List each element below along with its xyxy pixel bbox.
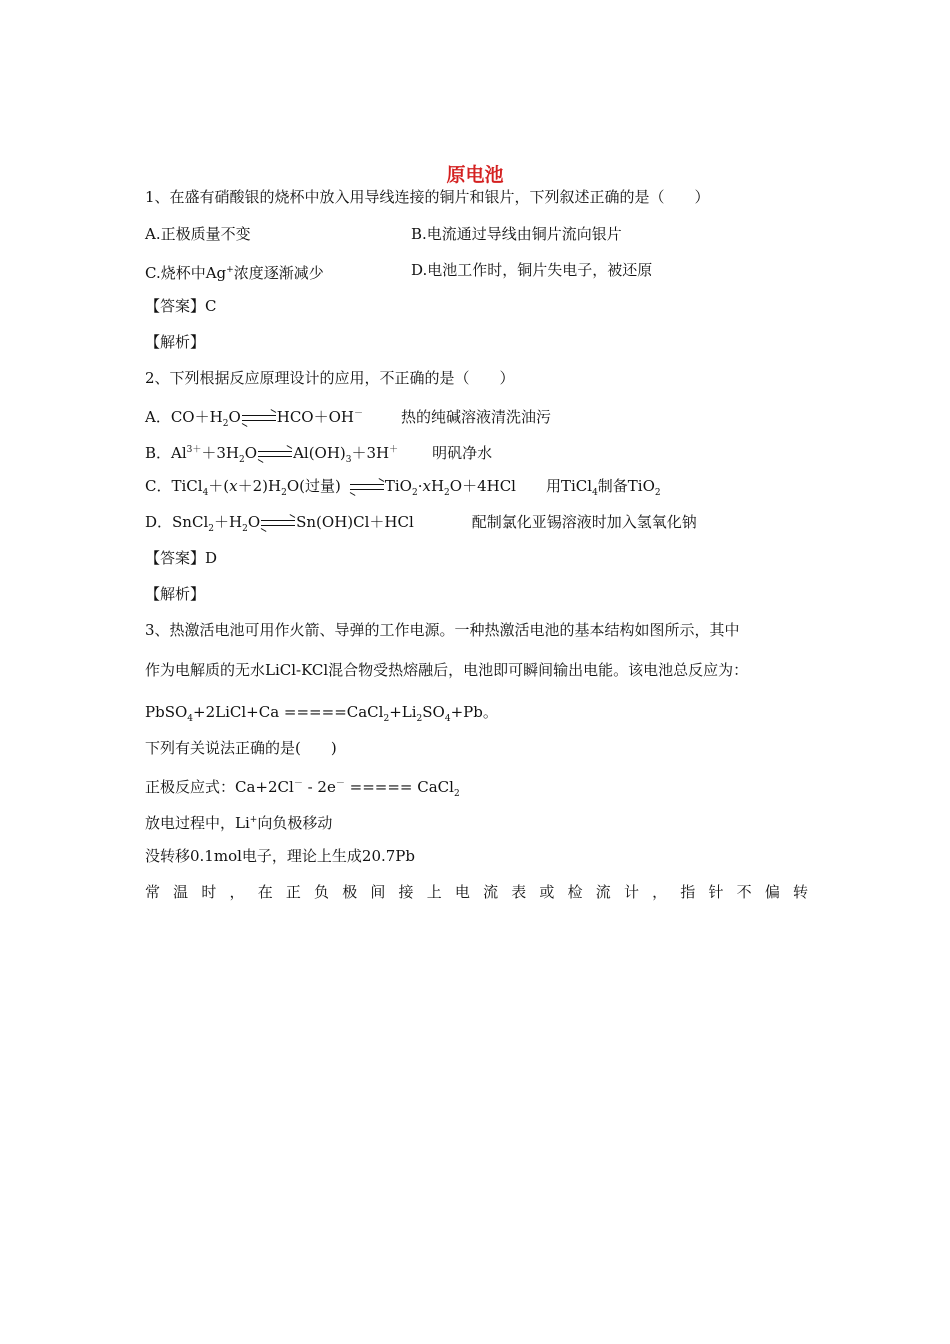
q2-a-lhs: A．CO＋H xyxy=(145,408,223,426)
q3-eq-p2: +2LiCl+Ca =====CaCl xyxy=(193,703,384,721)
q3-eq-p5: +Pb。 xyxy=(450,703,498,721)
equilibrium-arrow-icon xyxy=(258,449,292,459)
q2-c-rhs-sub2: 2 xyxy=(444,488,450,498)
q2-b-lhs-mid: ＋3H xyxy=(201,444,240,462)
q1-option-c-sup: + xyxy=(226,265,234,275)
q2-b-application: 明矾净水 xyxy=(432,444,493,462)
q1-analysis: 【解析】 xyxy=(145,333,206,351)
q2-d-lhs-sub2: 2 xyxy=(242,524,248,534)
q2-c-lhs-end: O(过量) xyxy=(286,477,341,495)
q3-eq-p3: +Li xyxy=(389,703,417,721)
q3-stem-line2: 作为电解质的无水LiCl-KCl混合物受热熔融后，电池即可瞬间输出电能。该电池总反应为： xyxy=(145,661,749,679)
q3-stem-line1: 3、热激活电池可用作火箭、导弹的工作电源。一种热激活电池的基本结构如图所示，其中 xyxy=(145,621,740,639)
q2-c-app-mid: 制备TiO xyxy=(597,477,655,495)
q2-b-lhs-post: O xyxy=(244,444,258,462)
q2-answer: 【答案】D xyxy=(145,549,218,567)
q2-d-lhs: D．SnCl xyxy=(145,513,209,531)
q1-option-c xyxy=(145,260,324,283)
q3-option-2 xyxy=(145,810,332,833)
q2-c-lhs-sub2: 2 xyxy=(281,488,287,498)
q2-c-rhs: TiO xyxy=(384,477,412,495)
q3-option-4: 常温时，在正负极间接上电流表或检流计，指针不偏转 xyxy=(145,883,808,901)
q3-eq-p4: SO xyxy=(422,703,445,721)
q1-option-b: B.电流通过导线由铜片流向银片 xyxy=(411,225,622,243)
q3-opt1-p1: 正极反应式：Ca+2Cl xyxy=(145,778,294,796)
q2-b-lhs: B．Al xyxy=(145,444,187,462)
q3-eq-s3: 2 xyxy=(416,714,423,724)
q2-option-a xyxy=(145,404,551,434)
q3-opt1-p2: - 2e xyxy=(302,778,336,796)
q2-stem: 2、下列根据反应原理设计的应用，不正确的是（ ） xyxy=(145,369,515,387)
q2-c-lhs: C．TiCl xyxy=(145,477,203,495)
q3-eq-p1: PbSO xyxy=(145,703,188,721)
q2-c-rhs-sub: 2 xyxy=(411,488,418,498)
q1-option-d: D.电池工作时，铜片失电子，被还原 xyxy=(411,261,653,279)
q3-ask: 下列有关说法正确的是( ) xyxy=(145,739,337,757)
q2-option-d xyxy=(145,512,697,539)
q2-c-lhs-sub: 4 xyxy=(202,488,209,498)
q3-option-1 xyxy=(145,774,460,804)
q1-option-c-text: C.烧杯中Ag xyxy=(145,264,227,282)
q2-b-rhs-post: ＋3H xyxy=(351,444,390,462)
q2-c-lhs-mid: ＋( xyxy=(208,477,230,495)
q2-b-rhs-sub: 3 xyxy=(345,455,352,465)
q2-analysis: 【解析】 xyxy=(145,585,206,603)
q3-opt1-p3: ===== CaCl xyxy=(344,778,454,796)
q2-b-rhs-sup: ＋ xyxy=(389,445,399,455)
equilibrium-arrow-icon xyxy=(242,413,276,423)
q1-option-a: A.正极质量不变 xyxy=(145,225,251,243)
q2-c-application: 用TiCl xyxy=(545,477,593,495)
q2-b-lhs-sup: 3＋ xyxy=(186,445,202,455)
q2-c-app-sub: 4 xyxy=(592,488,598,498)
q2-c-lhs-post: ＋2)H xyxy=(237,477,282,495)
equilibrium-arrow-icon xyxy=(261,518,295,528)
page-title: 原电池 xyxy=(446,164,504,186)
q2-a-rhs: HCO＋OH xyxy=(276,408,354,426)
q1-stem: 1、在盛有硝酸银的烧杯中放入用导线连接的铜片和银片，下列叙述正确的是（ ） xyxy=(145,188,710,206)
q2-a-application: 热的纯碱溶液清洗油污 xyxy=(401,408,552,426)
q3-opt2-sup: + xyxy=(249,815,258,825)
q2-a-rhs-sup: － xyxy=(353,409,363,419)
q2-a-lhs-sub: 2 xyxy=(222,419,229,429)
q1-answer: 【答案】C xyxy=(145,297,217,315)
q3-opt1-sup2: － xyxy=(335,779,345,789)
q2-d-rhs: Sn(OH)Cl＋HCl xyxy=(296,513,414,531)
q2-c-rhs-h: H xyxy=(430,477,445,495)
q1-option-c-rest: 浓度逐渐减少 xyxy=(233,264,324,282)
q3-option-3: 没转移0.1mol电子，理论上生成20.7Pb xyxy=(145,847,416,865)
q2-b-rhs: Al(OH) xyxy=(293,444,346,462)
q2-d-application: 配制氯化亚锡溶液时加入氢氧化钠 xyxy=(471,513,697,531)
q3-total-reaction xyxy=(145,702,498,729)
q2-option-c xyxy=(145,476,661,503)
q3-opt2-p2: 向负极移动 xyxy=(257,814,333,832)
q2-c-lhs-x: x xyxy=(229,477,238,495)
q2-d-lhs-post: O xyxy=(247,513,261,531)
q2-c-rhs-x: x xyxy=(422,477,431,495)
q3-eq-s4: 4 xyxy=(444,714,451,724)
q3-opt2-p1: 放电过程中，Li xyxy=(145,814,250,832)
q3-eq-s2: 2 xyxy=(383,714,390,724)
q3-opt1-sup1: － xyxy=(293,779,303,789)
q2-b-lhs-sub: 2 xyxy=(239,455,245,465)
q2-d-lhs-sub: 2 xyxy=(208,524,214,534)
q2-option-b xyxy=(145,440,492,470)
q2-a-lhs-post: O xyxy=(228,408,241,426)
q2-d-lhs-mid: ＋H xyxy=(213,513,243,531)
equilibrium-arrow-icon xyxy=(350,482,384,492)
q3-opt1-sub: 2 xyxy=(453,789,460,799)
q3-eq-s1: 4 xyxy=(187,714,194,724)
q2-c-app-sub2: 2 xyxy=(654,488,661,498)
q2-c-rhs-mid: · xyxy=(417,477,423,495)
q2-c-rhs-post: O＋4HCl xyxy=(449,477,516,495)
